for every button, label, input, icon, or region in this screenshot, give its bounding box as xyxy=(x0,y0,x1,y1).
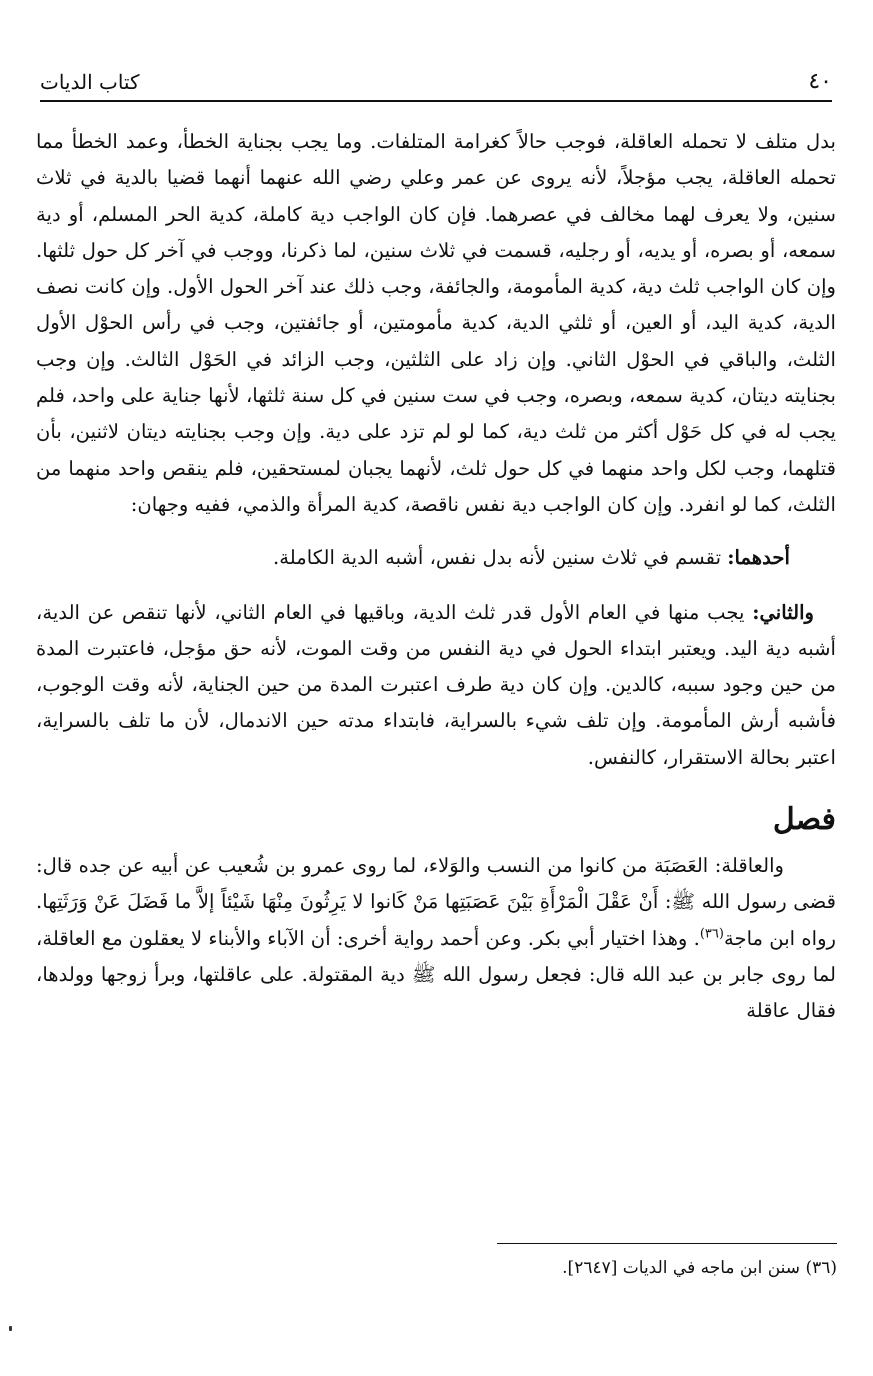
section-paragraph xyxy=(36,848,836,1029)
section-text-part-1: والعاقلة: العَصَبَة من كانوا من النسب والوَلاء، لما روى عمرو بن شُعيب عن أبيه عن جده قال: قضى رسول الله ﷺ: xyxy=(36,854,836,914)
second-view-text: يجب منها في العام الأول قدر ثلث الدية، وباقيها في العام الثاني، لأنها تنقص عن الدية، أشبه دية اليد. ويعتبر ابتداء الحول في دية النفس من وقت الموت، لأنه حق مؤجل، فاعتبرت المدة من حين وجود سببه، كالدين. وإن كان دية طرف اعتبرت المدة من حين الجناية، لأنه وقت الوجوب، فأشبه أرش المأمومة. وإن تلف شيء بالسراية، فابتداء مدته حين الاندمال، لأن ما تلف بالسراية، اعتبر بحالة الاستقرار، كالنفس. xyxy=(36,600,836,769)
section-text-part-2: . رواه ابن ماجة xyxy=(36,890,836,950)
footnote-divider xyxy=(497,1243,837,1244)
book-title: كتاب الديات xyxy=(40,70,140,94)
section-text-part-3: . وهذا اختيار أبي بكر. وعن أحمد رواية أخرى: أن الآباء والأبناء لا يعقلون مع العاقلة، لما روى جابر بن عبد الله قال: فجعل رسول الله ﷺ دية المقتولة. على عاقلتها، وبرأ زوجها وولدها، فقال عاقلة xyxy=(36,926,836,1023)
footnote-reference[interactable]: (٣٦) xyxy=(699,926,724,942)
page-body xyxy=(36,124,836,1030)
footnote-number: (٣٦) xyxy=(805,1258,837,1278)
section-heading: فصل xyxy=(772,802,836,838)
page-number: ٤٠ xyxy=(808,69,832,94)
second-view-paragraph xyxy=(36,595,836,776)
scan-speck xyxy=(9,1326,12,1331)
footnote-text: سنن ابن ماجه في الديات [٢٦٤٧]. xyxy=(562,1258,806,1278)
first-view-term: أحدهما: xyxy=(727,546,790,570)
second-view-term: والثاني: xyxy=(752,600,814,624)
footnote xyxy=(47,1254,837,1282)
body-paragraph: بدل متلف لا تحمله العاقلة، فوجب حالاً كغرامة المتلفات. وما يجب بجناية الخطأ، وعمد الخطأ مما تحمله العاقلة، يجب مؤجلاً، لأنه يروى عن عمر وعلي رضي الله عنهما أنهما قضيا بالدية في ثلاث سنين، ولا يعرف لهما مخالف في عصرهما. فإن كان الواجب دية كاملة، كدية الحر المسلم، أو دية سمعه، أو بصره، أو يديه، أو رجليه، قسمت في ثلاث سنين، لما ذكرنا، ووجب في آخر كل حول ثلثها. وإن كان الواجب ثلث دية، كدية المأمومة، والجائفة، وجب ذلك عند آخر الحول الأول. وإن كانت نصف الدية، كدية اليد، أو العين، أو ثلثي الدية، كدية مأمومتين، أو جائفتين، وجب في رأس الحوْل الأول الثلث، والباقي في الحوْل الثاني. وإن زاد على الثلثين، وجب الزائد في الحَوْل الثالث. وإن وجب بجنايته ديتان، كدية سمعه، وبصره، وجب في ست سنين في كل سنة ثلثها، لأنها جناية على واحد، فلم يجب له في كل حَوْل أكثر من ثلث دية، كما لو لم تزد على دية. وإن وجب بجنايته ديتان لاثنين، بأن قتلهما، وجب لكل واحد منهما في كل حول ثلث، لأنهما يجبان لمستحقين، فلم ينقص واحد منهما من الثلث، كما لو انفرد. وإن كان الواجب دية نفس ناقصة، كدية المرأة والذمي، ففيه وجهان: xyxy=(36,130,836,516)
first-view-paragraph xyxy=(36,540,836,576)
hadith-quote: أَنْ عَقْلَ الْمَرْأَةِ بَيْنَ عَصَبَتِها مَنْ كَانوا لا يَرِثُونَ مِنْهَا شَيْئاً إلاَّ ما فَضَلَ عَنْ وَرَثَتِها xyxy=(42,890,659,914)
first-view-text: تقسم في ثلاث سنين لأنه بدل نفس، أشبه الدية الكاملة. xyxy=(273,546,728,570)
page-header xyxy=(40,52,832,102)
